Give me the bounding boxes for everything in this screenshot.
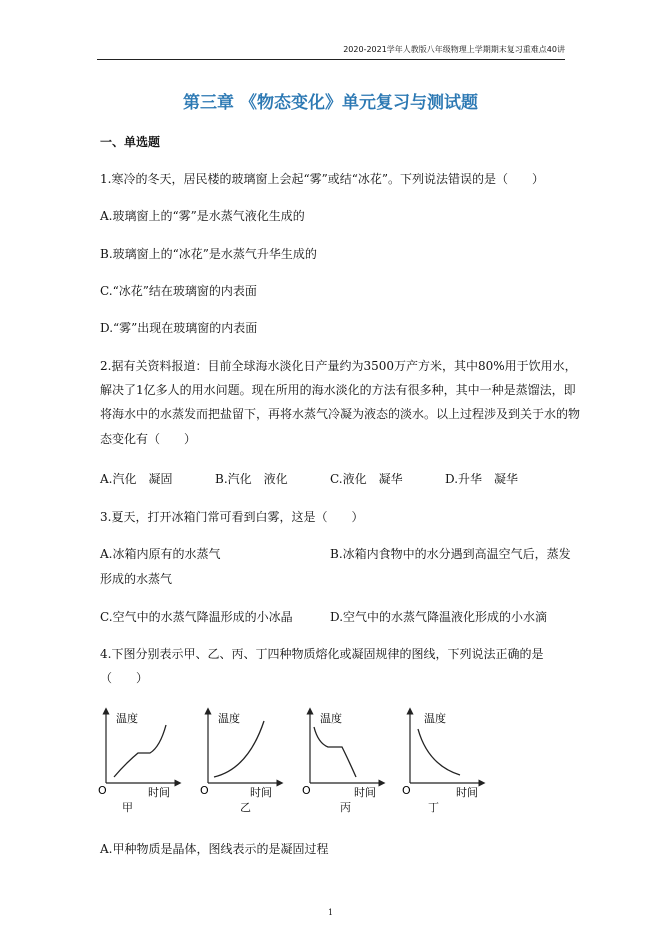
question-4-option-a: A.甲种物质是晶体，图线表示的是凝固过程 <box>100 842 329 856</box>
graph-jia-y-label: 温度 <box>116 712 138 725</box>
graph-jia-x-label: 时间 <box>148 786 170 799</box>
question-2-option-c: C.液化 凝华 <box>330 472 403 486</box>
graph-bing <box>300 705 390 814</box>
question-3-option-b-continued: 形成的水蒸气 <box>100 572 173 586</box>
graph-bing-y-label: 温度 <box>320 712 342 725</box>
graph-yi-x-label: 时间 <box>250 786 272 799</box>
question-3-option-c: C.空气中的水蒸气降温形成的小冰晶 <box>100 610 293 624</box>
graph-yi-curve <box>214 721 264 777</box>
graph-ding-y-label: 温度 <box>424 712 446 725</box>
graph-yi <box>198 705 288 814</box>
question-3-option-a: A.冰箱内原有的水蒸气 <box>100 547 221 561</box>
question-1-stem: 1.寒冷的冬天，居民楼的玻璃窗上会起“雾”或结“冰花”。下列说法错误的是（ ） <box>100 172 544 186</box>
graph-yi-name: 乙 <box>240 801 251 814</box>
question-2-line-2: 解决了1亿多人的用水问题。现在所用的海水淡化的方法有很多种，其中一种是蒸馏法，即 <box>100 383 576 397</box>
graph-ding <box>400 705 490 814</box>
question-1-option-c: C.“冰花”结在玻璃窗的内表面 <box>100 284 257 298</box>
question-4-stem: 4.下图分别表示甲、乙、丙、丁四种物质熔化或凝固规律的图线，下列说法正确的是 <box>100 647 544 661</box>
question-3-stem: 3.夏天，打开冰箱门常可看到白雾，这是（ ） <box>100 510 364 524</box>
graph-bing-curve <box>314 727 356 777</box>
graph-jia-origin: O <box>98 784 107 797</box>
graph-jia <box>96 705 186 814</box>
question-4-graphs <box>96 705 496 825</box>
question-2-line-3: 将海水中的水蒸发而把盐留下，再将水蒸气冷凝为液态的淡水。以上过程涉及到关于水的物 <box>100 407 581 421</box>
graph-bing-x-label: 时间 <box>354 786 376 799</box>
graph-ding-name: 丁 <box>428 801 439 814</box>
graph-jia-name: 甲 <box>122 801 133 814</box>
graph-yi-plot <box>198 705 288 805</box>
graph-yi-origin: O <box>200 784 209 797</box>
question-2-option-a: A.汽化 凝固 <box>100 472 173 486</box>
graph-ding-x-label: 时间 <box>456 786 478 799</box>
question-1-option-d: D.“雾”出现在玻璃窗的内表面 <box>100 321 258 335</box>
page-header: 2020-2021学年人教版八年级物理上学期期末复习重难点40讲 <box>97 44 565 60</box>
question-3-option-d: D.空气中的水蒸气降温液化形成的小水滴 <box>330 610 548 624</box>
page-number: 1 <box>327 908 334 917</box>
graph-yi-y-label: 温度 <box>218 712 240 725</box>
graph-jia-plot <box>96 705 186 805</box>
question-2-line-4: 态变化有（ ） <box>100 432 197 446</box>
graph-ding-curve <box>418 729 460 775</box>
question-2-option-b: B.汽化 液化 <box>215 472 288 486</box>
question-3-option-b: B.冰箱内食物中的水分遇到高温空气后，蒸发 <box>330 547 571 561</box>
graph-ding-origin: O <box>402 784 411 797</box>
section-heading: 一、单选题 <box>100 135 161 149</box>
question-2-option-d: D.升华 凝华 <box>445 472 519 486</box>
question-1-option-b: B.玻璃窗上的“冰花”是水蒸气升华生成的 <box>100 247 317 261</box>
graph-ding-plot <box>400 705 490 805</box>
question-4-stem-paren: （ ） <box>100 671 149 685</box>
graph-bing-origin: O <box>302 784 311 797</box>
graph-bing-plot <box>300 705 390 805</box>
page-title: 第三章 《物态变化》单元复习与测试题 <box>183 93 478 113</box>
graph-jia-curve <box>114 725 166 777</box>
graph-bing-name: 丙 <box>340 801 351 814</box>
question-2-line-1: 2.据有关资料报道：目前全球海水淡化日产量约为3500万产方米，其中80%用于饮用水， <box>100 359 577 373</box>
question-1-option-a: A.玻璃窗上的“雾”是水蒸气液化生成的 <box>100 209 305 223</box>
